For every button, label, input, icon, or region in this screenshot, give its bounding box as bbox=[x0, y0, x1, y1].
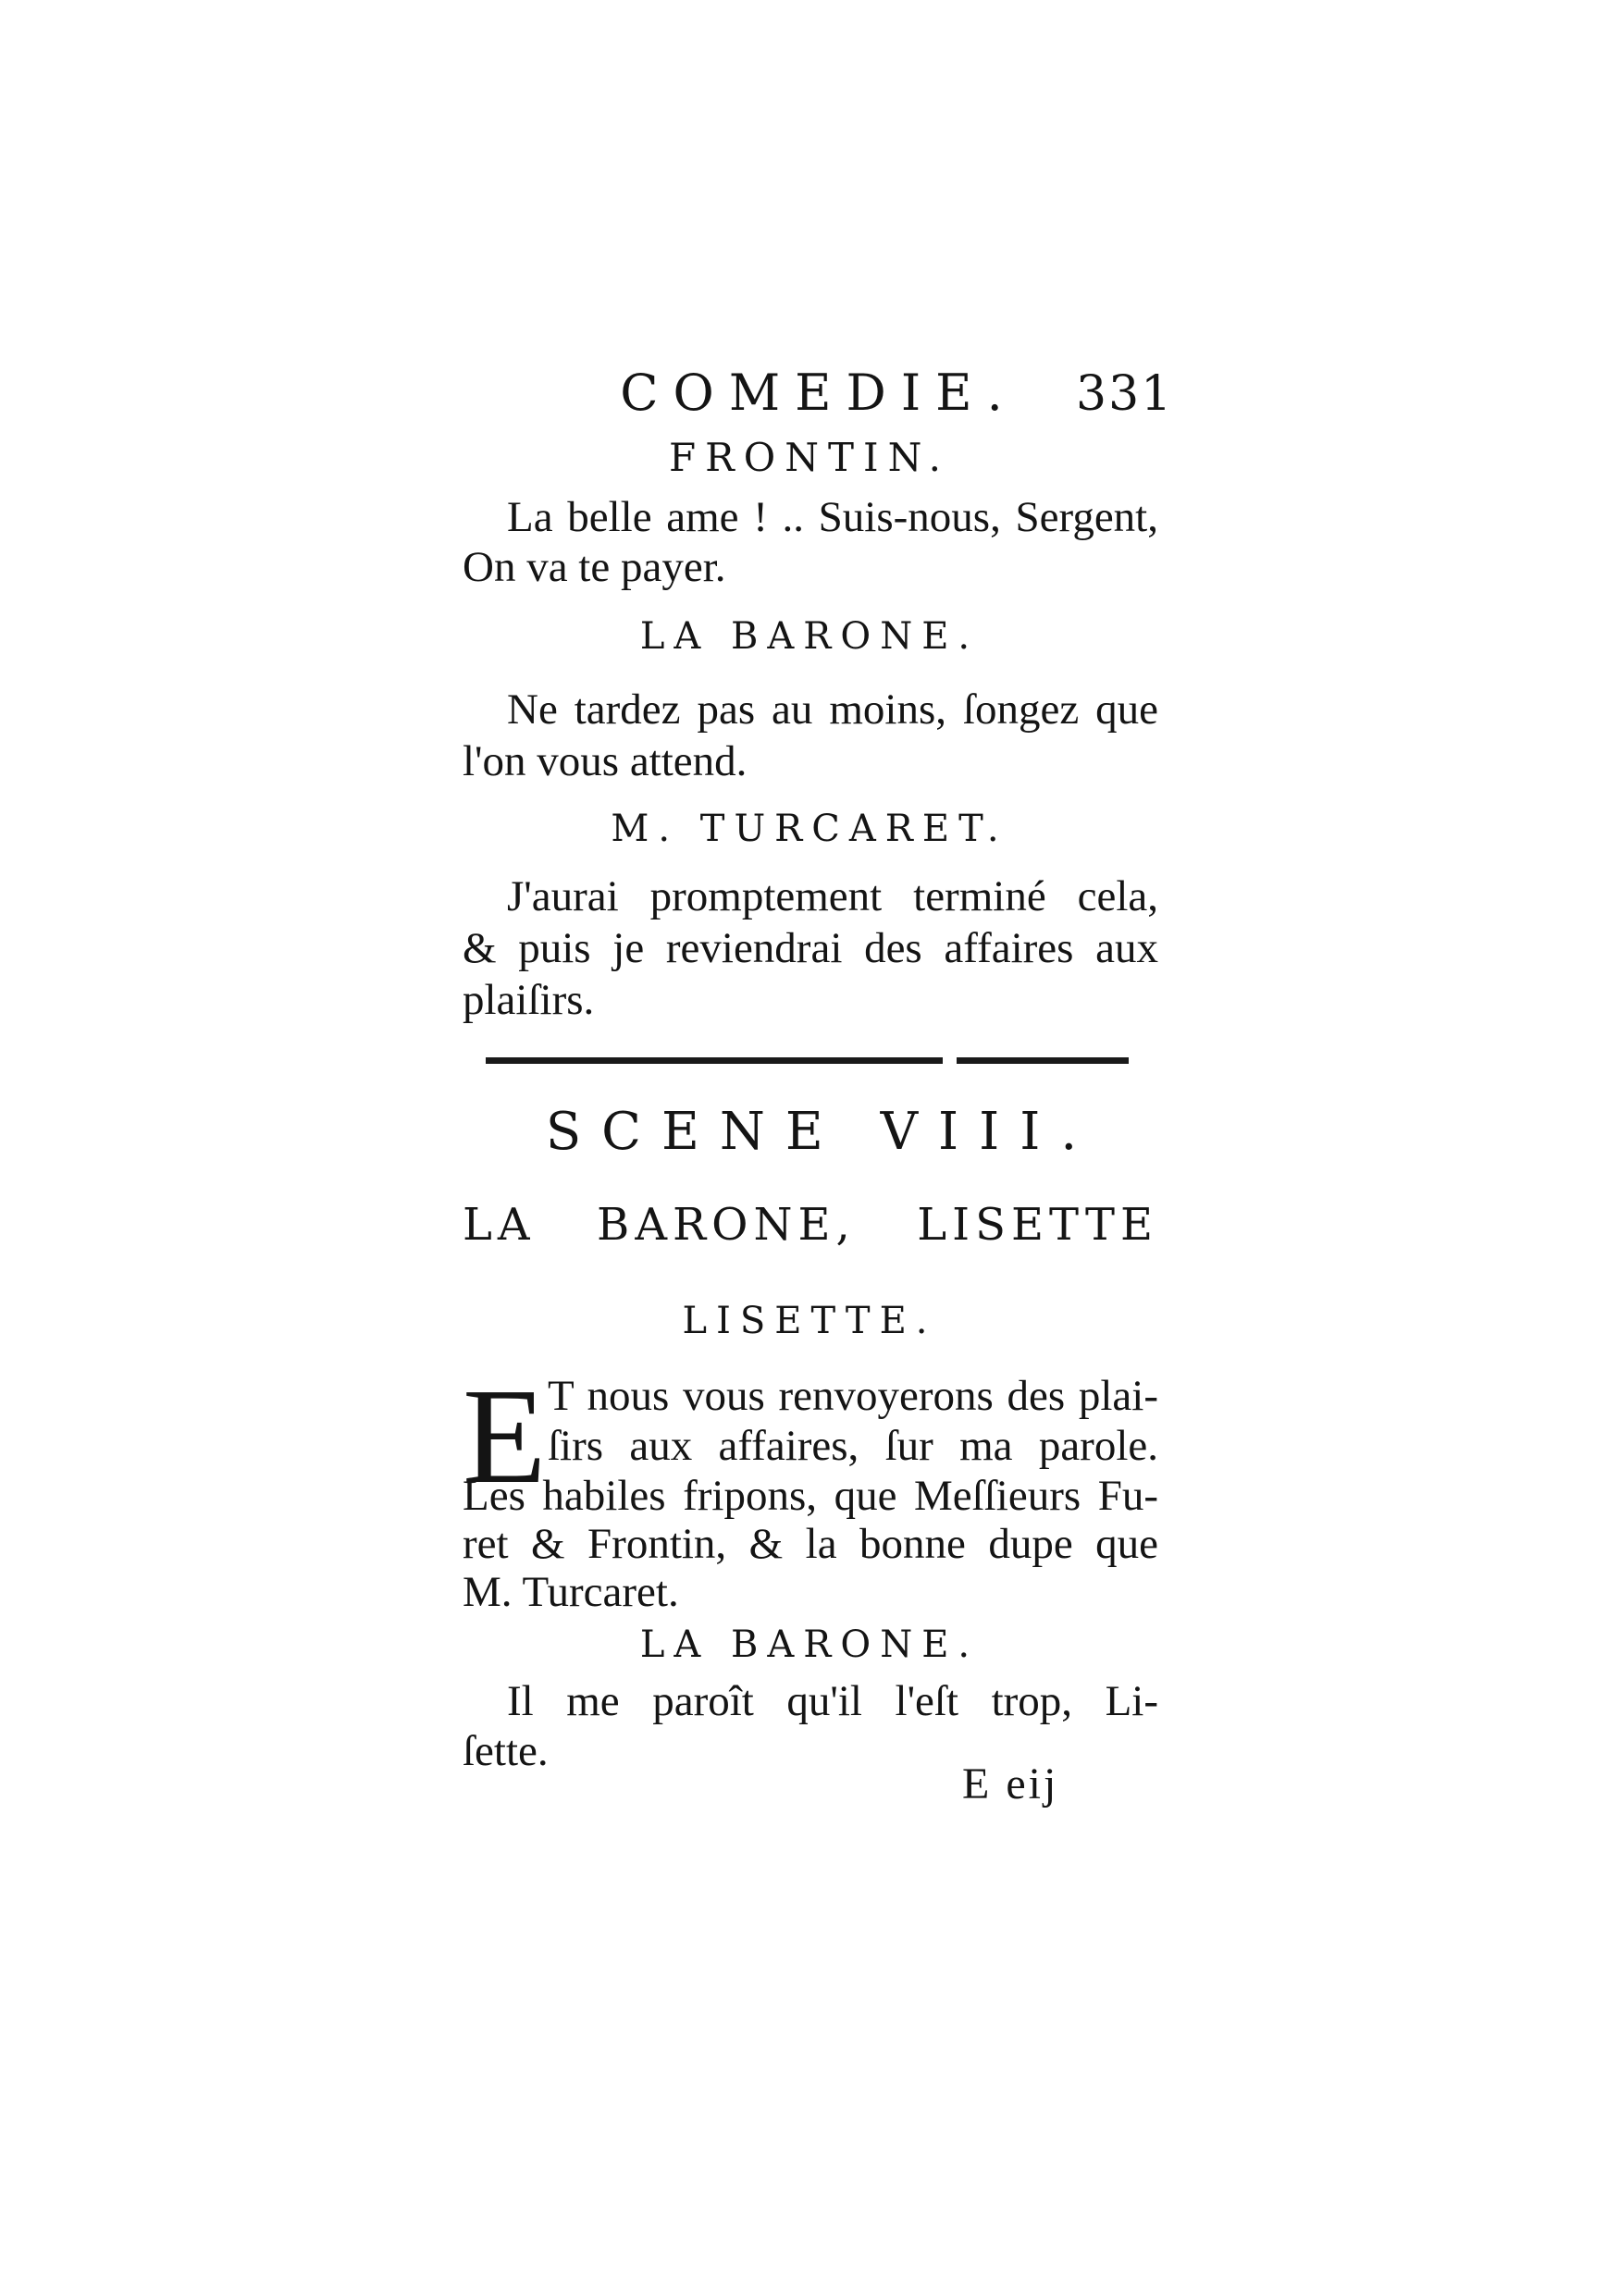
signature-mark: E eij bbox=[962, 1759, 1059, 1808]
scene-title: SCENE VIII. bbox=[545, 1102, 1098, 1162]
text-line: plaiſirs. bbox=[463, 976, 595, 1024]
text-line: La belle ame ! .. Suis-nous, Sergent, bbox=[507, 493, 1158, 541]
scene-characters: LA BARONE, LISETTE bbox=[463, 1199, 1158, 1251]
text-line: J'aurai promptement terminé cela, bbox=[507, 872, 1158, 920]
text-line: ſette. bbox=[463, 1727, 549, 1775]
ornamental-rule-left bbox=[486, 1057, 943, 1064]
ornamental-rule-right bbox=[957, 1057, 1129, 1064]
speaker-lisette: LISETTE. bbox=[682, 1300, 937, 1342]
speaker-la-barone: LA BARONE. bbox=[639, 1623, 980, 1666]
drop-cap: E bbox=[463, 1361, 547, 1512]
speaker-frontin: FRONTIN. bbox=[669, 435, 950, 480]
text-line: l'on vous attend. bbox=[463, 737, 748, 785]
text-line: Ne tardez pas au moins, ſongez que bbox=[507, 685, 1158, 734]
text-line: ret & Frontin, & la bonne dupe que bbox=[463, 1520, 1158, 1568]
speaker-la-barone: LA BARONE. bbox=[639, 615, 980, 658]
running-title: COMEDIE. bbox=[620, 364, 1018, 422]
text-line: On va te payer. bbox=[463, 543, 726, 591]
text-line: M. Turcaret. bbox=[463, 1568, 679, 1616]
text-line: Les habiles fripons, que Meſſieurs Fu- bbox=[463, 1472, 1158, 1520]
text-line: Il me paroît qu'il l'eſt trop, Li- bbox=[507, 1677, 1158, 1725]
text-line: T nous vous renvoyerons des plai- bbox=[548, 1372, 1158, 1420]
text-line: ſirs aux affaires, ſur ma parole. bbox=[548, 1422, 1158, 1470]
text-line: & puis je reviendrai des affaires aux bbox=[463, 924, 1158, 972]
speaker-m-turcaret: M. TURCARET. bbox=[611, 808, 1008, 850]
page-number: 331 bbox=[1076, 366, 1174, 422]
